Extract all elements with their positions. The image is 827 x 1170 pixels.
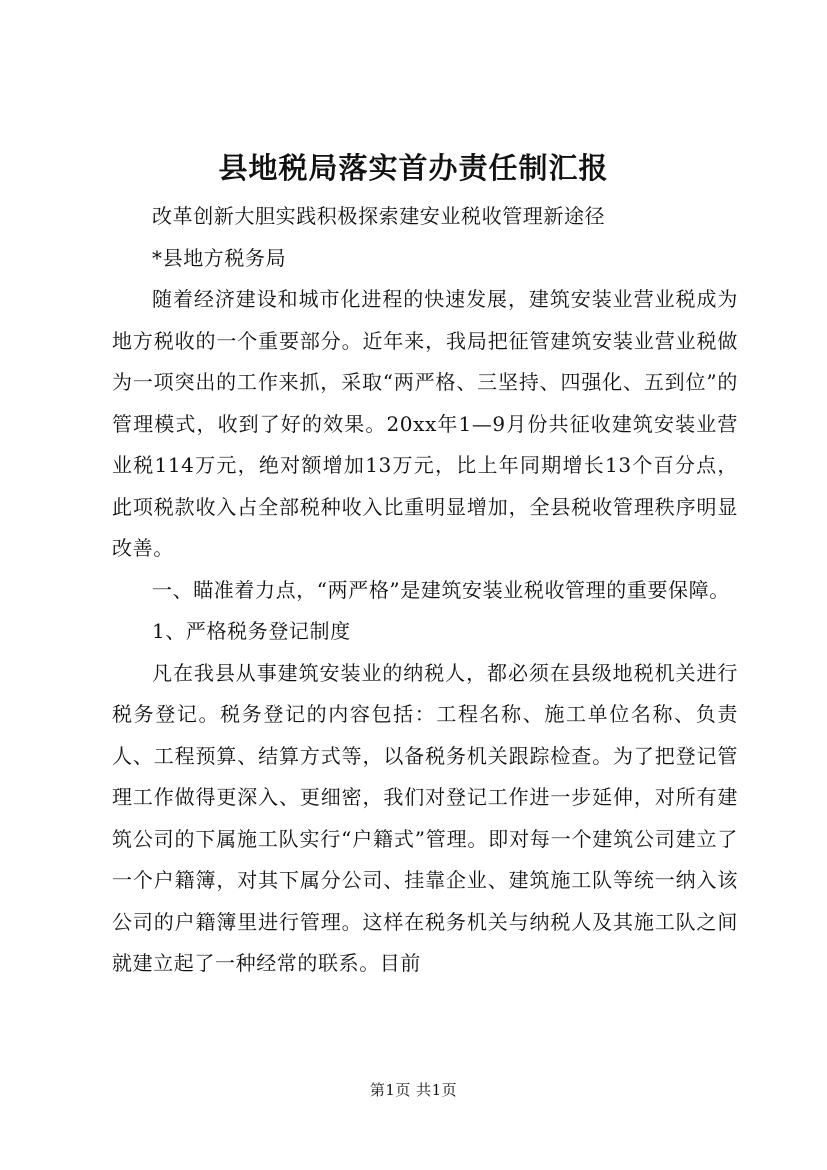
section-heading-paragraph: 一、瞄准着力点，“两严格”是建筑安装业税收管理的重要保障。	[152, 577, 730, 602]
document-body	[112, 196, 738, 985]
page-footer: 第1页 共1页	[369, 1081, 458, 1099]
author-paragraph: *县地方税务局	[152, 245, 287, 270]
intro-paragraph: 随着经济建设和城市化进程的快速发展，建筑安装业营业税成为地方税收的一个重要部分。近年来，我局把征管建筑安装业营业税做为一项突出的工作来抓，采取“两严格、三坚持、四强化、五到位”的管理模式，收到了好的效果。20xx年1—9月份共征收建筑安装业营业税114万元，绝对额增加13万元，比上年同期增长13个百分点，此项税款收入占全部税种收入比重明显增加，全县税收管理秩序明显改善。	[112, 287, 738, 560]
registration-paragraph: 凡在我县从事建筑安装业的纳税人，都必须在县级地税机关进行税务登记。税务登记的内容包括：工程名称、施工单位名称、负责人、工程预算、结算方式等，以备税务机关跟踪检查。为了把登记管理工作做得更深入、更细密，我们对登记工作进一步延伸，对所有建筑公司的下属施工队实行“户籍式”管理。即对每一个建筑公司建立了一个户籍簿，对其下属分公司、挂靠企业、建筑施工队等统一纳入该公司的户籍簿里进行管理。这样在税务机关与纳税人及其施工队之间就建立起了一种经常的联系。目前	[112, 660, 738, 975]
document-title: 县地税局落实首办责任制汇报	[218, 151, 609, 185]
subsection-heading-paragraph: 1、严格税务登记制度	[152, 619, 351, 643]
subtitle-paragraph: 改革创新大胆实践积极探索建安业税收管理新途径	[152, 204, 606, 228]
